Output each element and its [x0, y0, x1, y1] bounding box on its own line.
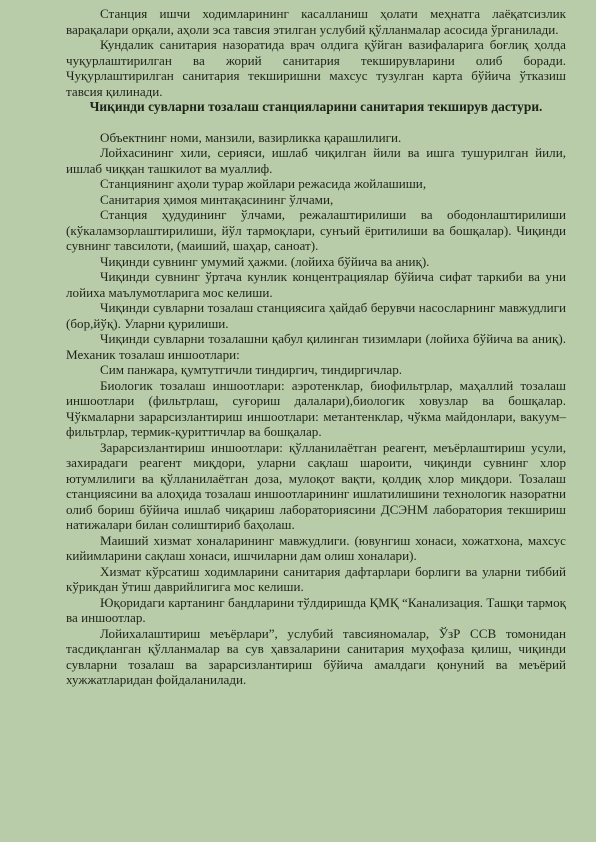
- paragraph: Зарарсизлантириш иншоотлари: қўлланилаётган реагент, меъёрлаштириш усули, захирадаги реагент миқдори, уларни сақлаш шароити, чиқинди сувнинг хлор ютумлилиги ва қўлланилаётган доза, мулоқот вақти, қолдиқ хлор миқдори. Тозалаш станциясини ва алоҳида тозалаш иншоотларининг ишлатилишини технологик назоратни олиб бориш бўйича ишлаб чиқариш лабораториясини ДСЭНМ лаборатория текшириш натижалари билан солиштириб баҳолаш.: [66, 439, 566, 532]
- paragraph: Лойхасининг хили, серияси, ишлаб чиқилган йили ва ишга тушурилган йили, ишлаб чиққан ташкилот ва муаллиф.: [66, 145, 566, 176]
- document-page: [66, 6, 566, 688]
- paragraph: Чиқинди сувларни тозалашни қабул қилинган тизимлари (лойиха бўйича ва аниқ). Механик тозалаш иншоотлари:: [66, 331, 566, 362]
- section-heading: Чиқинди сувларни тозалаш станцияларини санитария текширув дастури.: [89, 99, 543, 114]
- paragraph: Объектнинг номи, манзили, вазирликка қарашлилиги.: [100, 129, 402, 145]
- paragraph: Маиший хизмат хоналарининг мавжудлиги. (ювунгиш хонаси, хожатхона, махсус кийимларини сақлаш хонаси, ишчиларни дам олиш хоналари).: [66, 532, 566, 563]
- paragraph: Санитария ҳимоя минтақасининг ўлчами,: [100, 191, 334, 207]
- paragraph: Юқоридаги картанинг бандларини тўлдиришда ҚМҚ “Канализация. Ташқи тармоқ ва иншоотлар.: [66, 594, 566, 625]
- paragraph: Станция ҳудудининг ўлчами, режалаштирилиши ва ободонлаштирилиши (кўкаламзорлаштирилиши, йўл тармоқлари, сунъий ёритилиши ва бошқалар). Чиқинди сувнинг тавсилоти, (маиший, шаҳар, саноат).: [66, 207, 566, 253]
- paragraph: Биологик тозалаш иншоотлари: аэротенклар, биофильтрлар, маҳаллий тозалаш иншоотлари (фильтрлаш, суғориш далалари),биологик ховузлар ва бошқалар. Чўкмаларни зарарсизлантириш иншоотлари: метантенклар, чўкма майдонлари, вакуум–фильтрлар, термик-қуриттичлар ва бошқалар.: [66, 377, 566, 439]
- paragraph: Сим панжара, қумтутгичли тиндиргич, тиндиргичлар.: [100, 362, 403, 377]
- paragraph: Кундалик санитария назоратида врач олдига қўйган вазифаларига боғлиқ ҳолда чуқурлаштирилган ва жорий санитария текширувларини олиб боради. Чуқурлаштирилган санитария текширишни махсус тузулган карта бўйича ўтказиш тавсия қилинади.: [66, 37, 566, 99]
- paragraph: Станция ишчи ходимларининг касалланиш ҳолати меҳнатга лаёқатсизлик варақалари орқали, аҳоли эса тавсия этилган услубий қўлланмалар асосида ўрганилади.: [66, 6, 566, 37]
- paragraph: Чиқинди сувларни тозалаш станциясига ҳайдаб берувчи насосларнинг мавжудлиги (бор,йўқ). Уларни қурилиши.: [66, 300, 566, 331]
- spacer: [66, 115, 566, 130]
- paragraph: Чиқинди сувнинг ўртача кунлик концентрациялар бўйича сифат таркиби ва уни лойиха маълумотларига мос келиши.: [66, 269, 566, 300]
- paragraph: Станциянинг аҳоли турар жойлари режасида жойлашиши,: [100, 176, 427, 191]
- paragraph: Хизмат кўрсатиш ходимларини санитария дафтарлари борлиги ва уларни тиббий кўрикдан ўтиш даврийлигига мос келиши.: [66, 563, 566, 594]
- paragraph: Чиқинди сувнинг умумий ҳажми. (лойиха бўйича ва аниқ).: [100, 253, 430, 269]
- paragraph: Лойихалаштириш меъёрлари”, услубий тавсияномалар, ЎзР ССВ томонидан тасдиқланган қўлланмалар ва сув ҳавзаларини санитария муҳофаза қилиш, чиқинди сувларни тозалаш ва зарарсизлантириш бўйича амалдаги қонуний ва меъёрий хужжатларидан фойдаланилади.: [66, 625, 566, 687]
